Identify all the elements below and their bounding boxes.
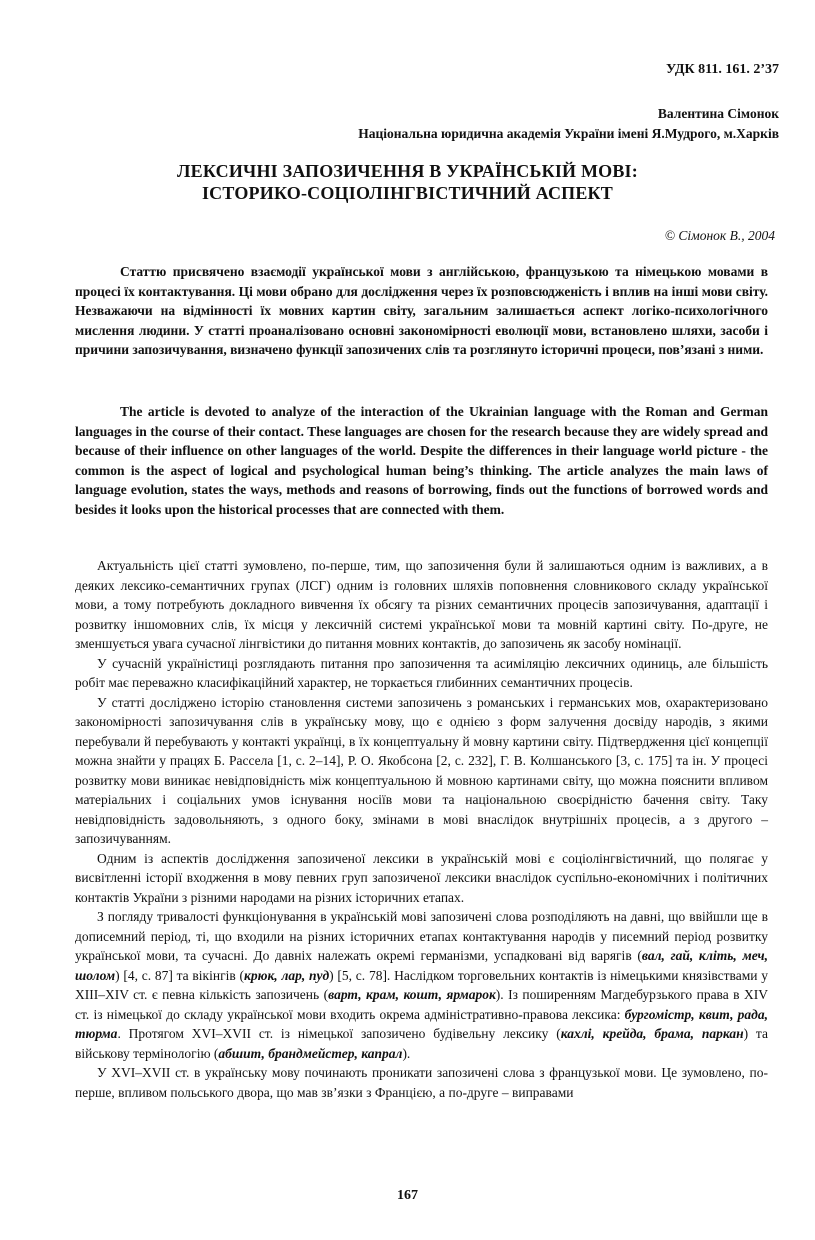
body-paragraph-1: Актуальність цієї статті зумовлено, по-перше, тим, що запозичення були й залишаються одним із важливих, а в деяких лексико-семантичних групах (ЛСГ) одним із головних шляхів поповнення словникового складу української мови, а тому потребують докладного вивчення їх обсягу та різних семантичних процесів запозичування, адаптації і розвитку іншомовних слів, їх місця у лексичній системі української мови та мовній картині світу. По-друге, не зменшується увага сучасної лінгвістики до питання мовних контактів, до запозичень як засобу номінації. — [75, 558, 768, 651]
abstract-english: The article is devoted to analyze of the interaction of the Ukrainian language with the Roman and German languages in the course of their contact. These languages are chosen for the research because they are widely spread and because of their influence on other languages of the world. Despite the differences in their language world picture - the common is the aspect of logical and psychological human being’s thinking. The article analyzes the main laws of language evolution, states the ways, methods and reasons of borrowing, finds out the functions of borrowed words and besides it looks upon the historical processes that are connected with them. — [75, 404, 768, 517]
example-words: кахлі, крейда, брама, паркан — [560, 1026, 744, 1041]
article-body — [75, 556, 768, 1102]
body-text-span: . Протягом XVI–XVII ст. із німецької запозичено будівельну лексику ( — [117, 1026, 561, 1041]
body-paragraph-2: У сучасній україністиці розглядають питання про запозичення та асиміляцію лексичних одиниць, але більшість робіт має переважно класифікаційний характер, не торкається глибинних семантичних процесів. — [75, 655, 768, 690]
body-text-span: ) [5, с. 78]. Наслідком торговельних контактів із німецькими князівствами у XIII–XIV ст. є певна кількість запозичень ( — [75, 967, 769, 1002]
body-text-span: ) та військову термінологію ( — [75, 1026, 768, 1061]
body-text-span: ) [4, с. 87] та вікінгів ( — [115, 967, 245, 983]
page-number: 167 — [397, 1188, 418, 1203]
body-paragraph-3: У статті досліджено історію становлення системи запозичень з романських і германських мов, охарактеризовано закономірності запозичування слів в українську мову, що є однією з форм залучення досвіду народів, з якими перебували й перебувають у контакті українці, в їх концептуальну й мовну картини світу. Підтвердження цієї концепції можна знайти у працях Б. Рассела [1, с. 2–14], Р. О. Якобсона [2, с. 232], Г. В. Колшанського [3, с. 175] та ін. У процесі розвитку мови виникає невідповідність між концептуальною й мовною картинами світу, що можна пояснити впливом матеріальних і соціальних умов існування носіїв мови та національною своєрідністю бачення світу. Таку невідповідність задовольняють, з одного боку, змінами в мові внаслідок внутрішніх процесів, а з другого – запозичуванням. — [75, 694, 768, 846]
example-words: бургомістр, квит, рада, тюрма — [75, 1006, 769, 1041]
body-text-span: ). — [402, 1045, 411, 1061]
udc-code: УДК 811. 161. 2’37 — [665, 62, 779, 77]
body-text-span: З погляду тривалості функціонування в українській мові запозичені слова розподіляють на давні, що ввійшли ще в дописемний період, ті, що входили на різних історичних етапах контактування народів у писемний період розвитку української мови, та сучасні. До давніх належать окремі германізми, успадковані від варягів ( — [75, 909, 768, 963]
body-paragraph-4: Одним із аспектів дослідження запозиченої лексики в українській мові є соціолінгвістичний, що полягає у висвітленні історії входження в мову певних груп запозиченої лексики внаслідок суспільно-економічних і політичних контактів України з різними народами на різних історичних етапах. — [75, 850, 768, 905]
author-block — [358, 104, 779, 144]
article-title — [40, 160, 775, 204]
author-name: Валентина Сімонок — [657, 106, 779, 121]
abstract-ukrainian: Статтю присвячено взаємодії української мови з англійською, французькою та німецькою мовами в процесі їх контактування. Ці мови обрано для дослідження через їх розповсюдженість і вплив на інші мови світу. Незважаючи на відмінності їх мовних картин світу, загальним залишається аспект логіко-психологічного мислення людини. У статті проаналізовано основні закономірності еволюції мови, встановлено шляхи, засоби і причини запозичування, визначено функції запозичених слів та розглянуто історичні процеси, пов’язані з ними. — [75, 264, 768, 358]
example-words: варт, крам, кошт, ярмарок — [328, 987, 496, 1002]
example-words: вал, гай, кліть, меч, шолом — [75, 948, 768, 983]
example-words: абшит, брандмейстер, капрал — [218, 1045, 403, 1061]
author-affiliation: Національна юридична академія України імені Я.Мудрого, м.Харків — [358, 126, 779, 141]
body-paragraph-5 — [75, 907, 768, 1063]
article-title-line-2: ІСТОРИКО-СОЦІОЛІНГВІСТИЧНИЙ АСПЕКТ — [201, 183, 614, 203]
copyright-notice: © Сімонок В., 2004 — [664, 228, 775, 243]
example-words: крюк, лар, пуд — [244, 967, 330, 983]
body-paragraph-6: У XVI–XVII ст. в українську мову починають проникати запозичені слова з французької мови. Це зумовлено, по-перше, впливом польського двора, що мав зв’язки з Францією, а по-друге – виправами — [75, 1065, 768, 1100]
article-title-line-1: ЛЕКСИЧНІ ЗАПОЗИЧЕННЯ В УКРАЇНСЬКІЙ МОВІ: — [177, 161, 638, 181]
body-text-span: ). Із поширенням Магдебурзького права в XIV ст. із німецької до складу української мови входить окрема адміністративно-правова лексика: — [75, 987, 768, 1022]
